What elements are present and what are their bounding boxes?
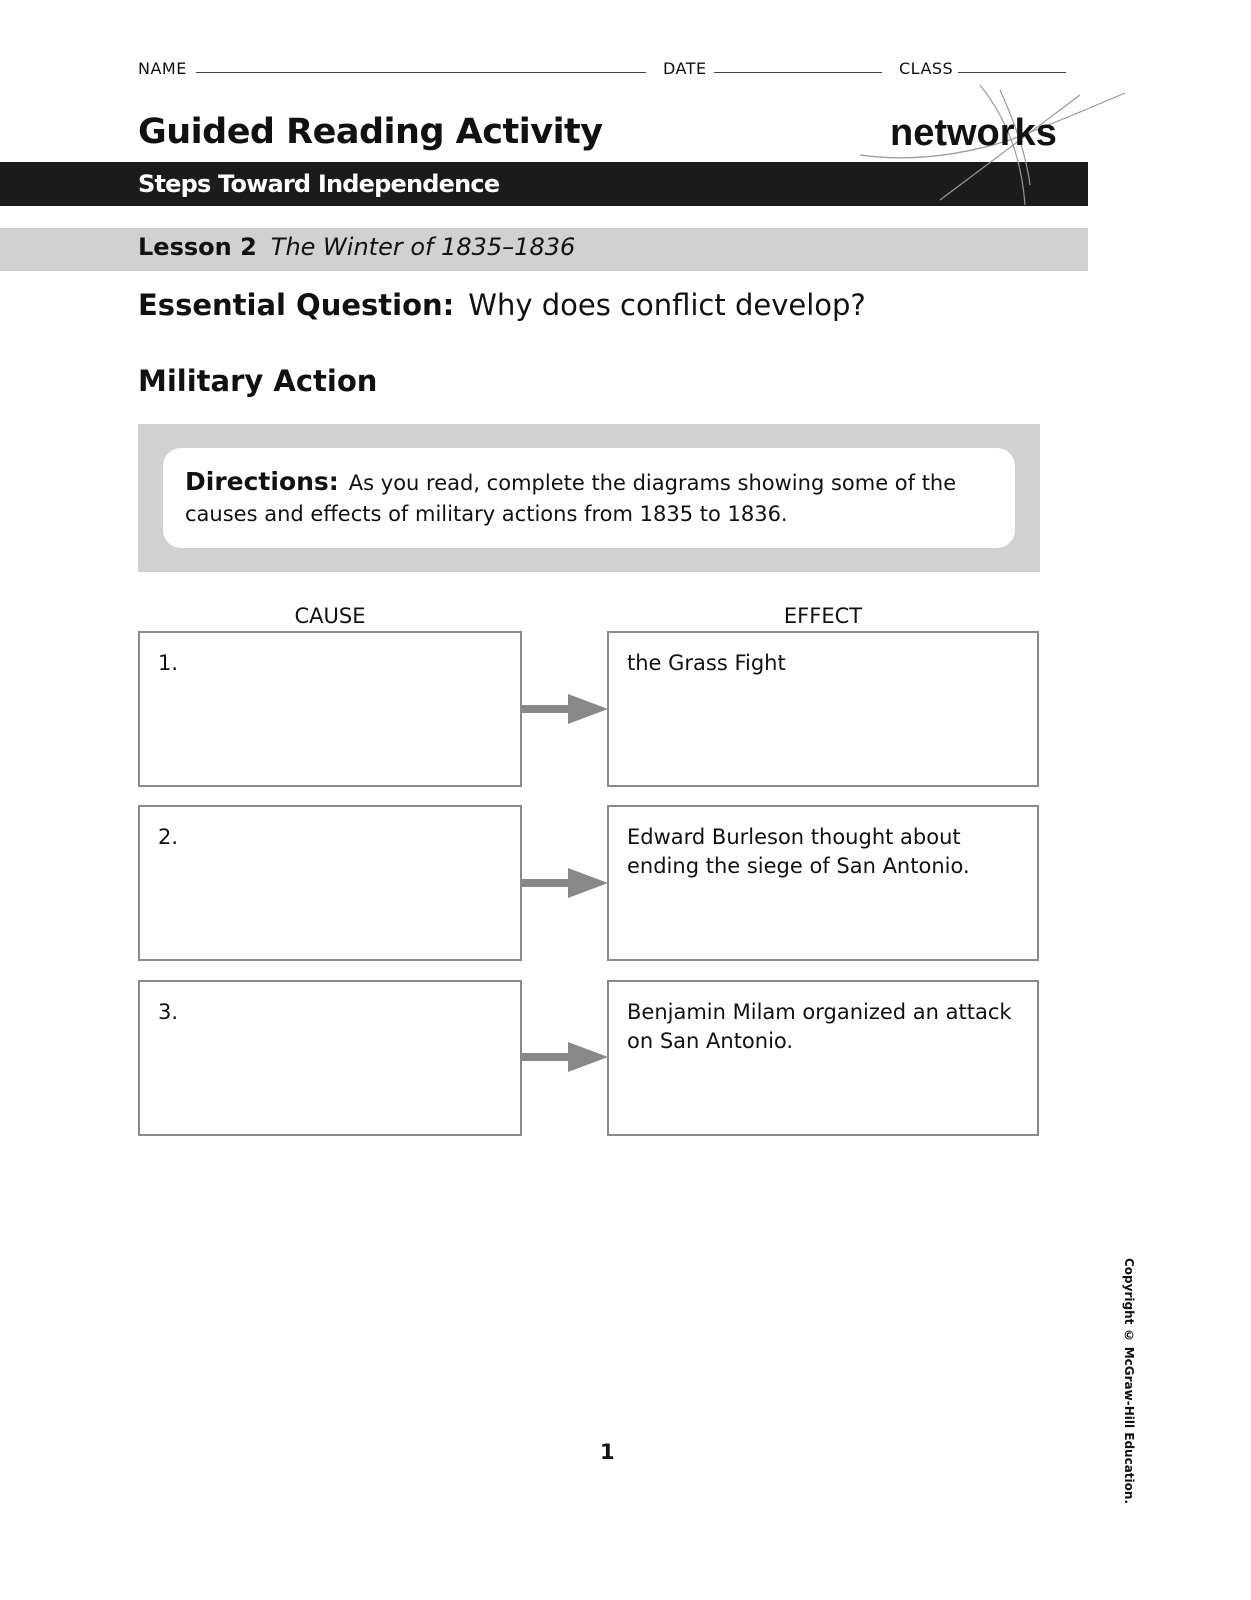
name-label: NAME [138,59,187,78]
page-title: Guided Reading Activity [138,112,603,152]
chapter-subtitle: Steps Toward Independence [138,170,500,198]
directions-label: Directions: [185,467,339,496]
cause-box-2[interactable]: 2. [138,805,522,961]
name-field[interactable] [196,72,646,73]
effect-box-2: Edward Burleson thought about ending the siege of San Antonio. [607,805,1039,961]
class-label: CLASS [899,59,954,78]
arrow-right-icon [522,868,608,898]
section-title: Military Action [138,364,378,398]
lesson-heading [138,233,575,261]
class-field[interactable] [958,72,1066,73]
directions-text: As you read, complete the diagrams showing some of the causes and effects of military actions from 1835 to 1836. [185,471,957,526]
lesson-title: The Winter of 1835–1836 [270,233,576,261]
arrow-right-icon [522,1042,608,1072]
effect-header: EFFECT [783,604,863,628]
cause-box-1[interactable]: 1. [138,631,522,787]
effect-box-3: Benjamin Milam organized an attack on San Antonio. [607,980,1039,1136]
directions-box [163,448,1015,548]
effect-box-1: the Grass Fight [607,631,1039,787]
date-field[interactable] [714,72,882,73]
page-number: 1 [600,1440,615,1464]
arrow-right-icon [522,694,608,724]
lesson-number: Lesson 2 [138,233,257,261]
essential-question-label: Essential Question: [138,288,455,322]
date-label: DATE [663,59,707,78]
cause-box-3[interactable]: 3. [138,980,522,1136]
essential-question-text: Why does conflict develop? [468,288,866,322]
networks-logo: networks [890,112,1057,154]
copyright-notice: Copyright © McGraw-Hill Education. [1122,1258,1136,1505]
cause-header: CAUSE [294,604,366,628]
essential-question [138,288,866,322]
